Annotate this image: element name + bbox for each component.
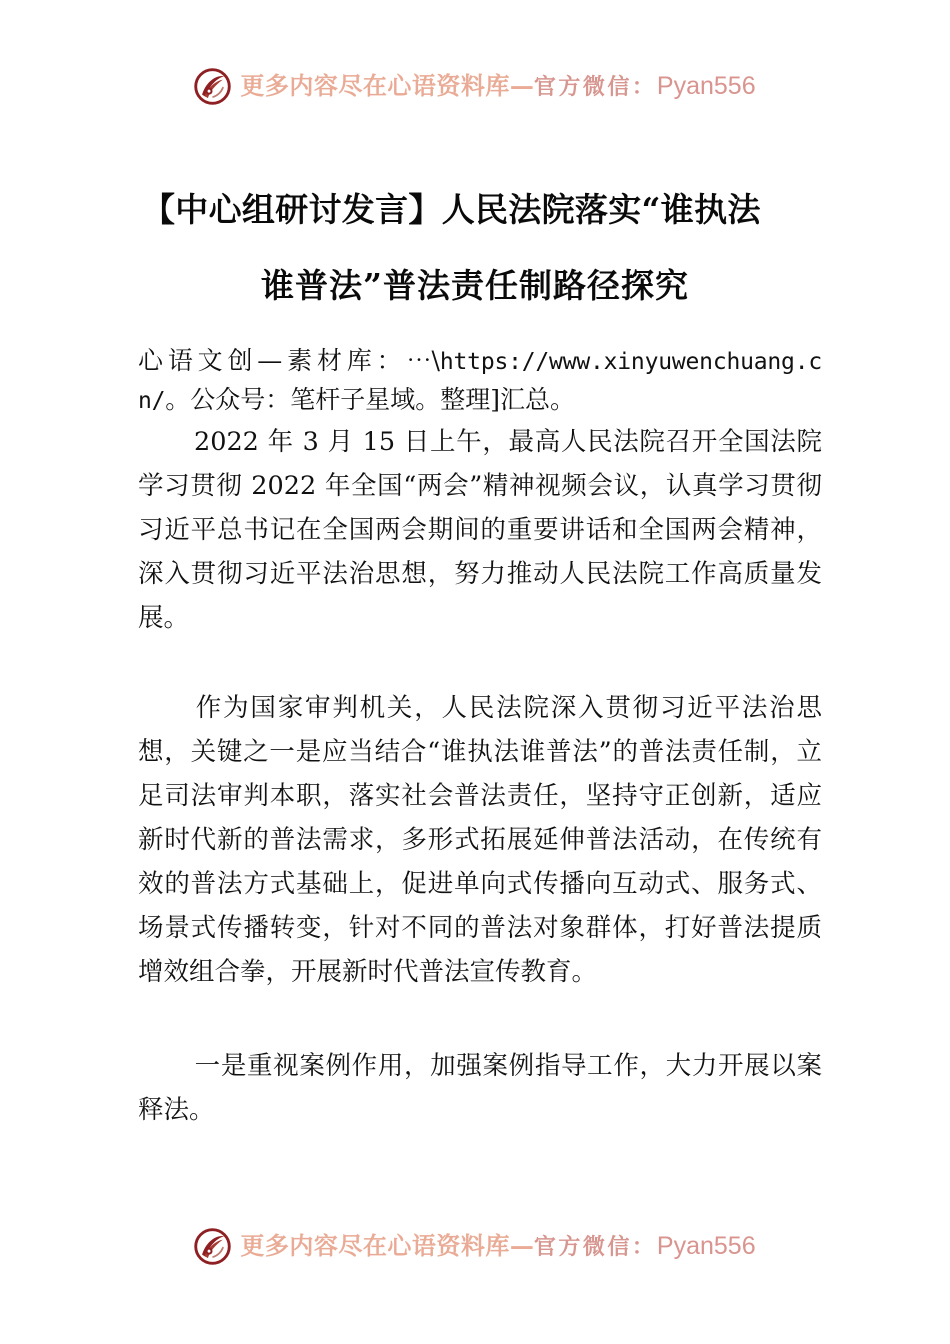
watermark-text-bottom bbox=[240, 1231, 756, 1260]
paragraph-spacer bbox=[138, 640, 822, 686]
watermark-main-text: 更多内容尽在心语资料库 bbox=[240, 71, 510, 100]
watermark-colon: ： bbox=[631, 1234, 654, 1260]
watermark-banner-bottom bbox=[0, 1228, 950, 1265]
watermark-main-text: 更多内容尽在心语资料库 bbox=[240, 1231, 510, 1260]
source-attribution-line bbox=[138, 342, 822, 420]
source-url: https://www.xinyuwenchuang.cn/ bbox=[138, 349, 822, 414]
watermark-dash: — bbox=[509, 71, 534, 100]
paragraph-meeting bbox=[138, 420, 822, 640]
paragraph-point-one bbox=[138, 1044, 822, 1132]
document-body bbox=[138, 342, 822, 1132]
brand-logo-icon bbox=[194, 68, 231, 105]
brand-logo-icon bbox=[194, 1228, 231, 1265]
watermark-wechat-label: 官方微信 bbox=[533, 1234, 632, 1260]
watermark-account-id: Pyan556 bbox=[656, 1232, 756, 1260]
paragraph-point-one-text: 一是重视案例作用，加强案例指导工作，大力开展以案释法。 bbox=[138, 1051, 822, 1125]
paragraph-spacer bbox=[138, 994, 822, 1044]
paragraph-meeting-text: 2022 年 3 月 15 日上午，最高人民法院召开全国法院学习贯彻 2022 年全国“两会”精神视频会议，认真学习贯彻习近平总书记在全国两会期间的重要讲话和全国两会精神，深入贯彻习近平法治思想，努力推动人民法院工作高质量发展。 bbox=[138, 427, 822, 633]
watermark-wechat-label: 官方微信 bbox=[533, 74, 632, 100]
watermark-dash: — bbox=[509, 1231, 534, 1260]
watermark-text-top bbox=[240, 71, 756, 100]
document-title-line-2: 谁普法”普法责任制路径探究 bbox=[261, 266, 689, 306]
document-title bbox=[118, 172, 832, 324]
document-title-line-1: 【中心组研讨发言】人民法院落实“谁执法 bbox=[142, 190, 761, 230]
watermark-colon: ： bbox=[631, 74, 654, 100]
paragraph-responsibility-text: 作为国家审判机关，人民法院深入贯彻习近平法治思想，关键之一是应当结合“谁执法谁普法”的普法责任制，立足司法审判本职，落实社会普法责任，坚持守正创新，适应新时代新的普法需求，多形式拓展延伸普法活动，在传统有效的普法方式基础上，促进单向式传播向互动式、服务式、场景式传播转变，针对不同的普法对象群体，打好普法提质增效组合拳，开展新时代普法宣传教育。 bbox=[138, 693, 822, 987]
source-prefix: 心语文创—素材库：⋯\ bbox=[138, 346, 440, 375]
watermark-account-id: Pyan556 bbox=[656, 72, 756, 100]
paragraph-responsibility bbox=[138, 686, 822, 994]
source-suffix: 。公众号：笔杆子星域。整理]汇总。 bbox=[165, 385, 576, 414]
watermark-banner-top bbox=[0, 68, 950, 105]
